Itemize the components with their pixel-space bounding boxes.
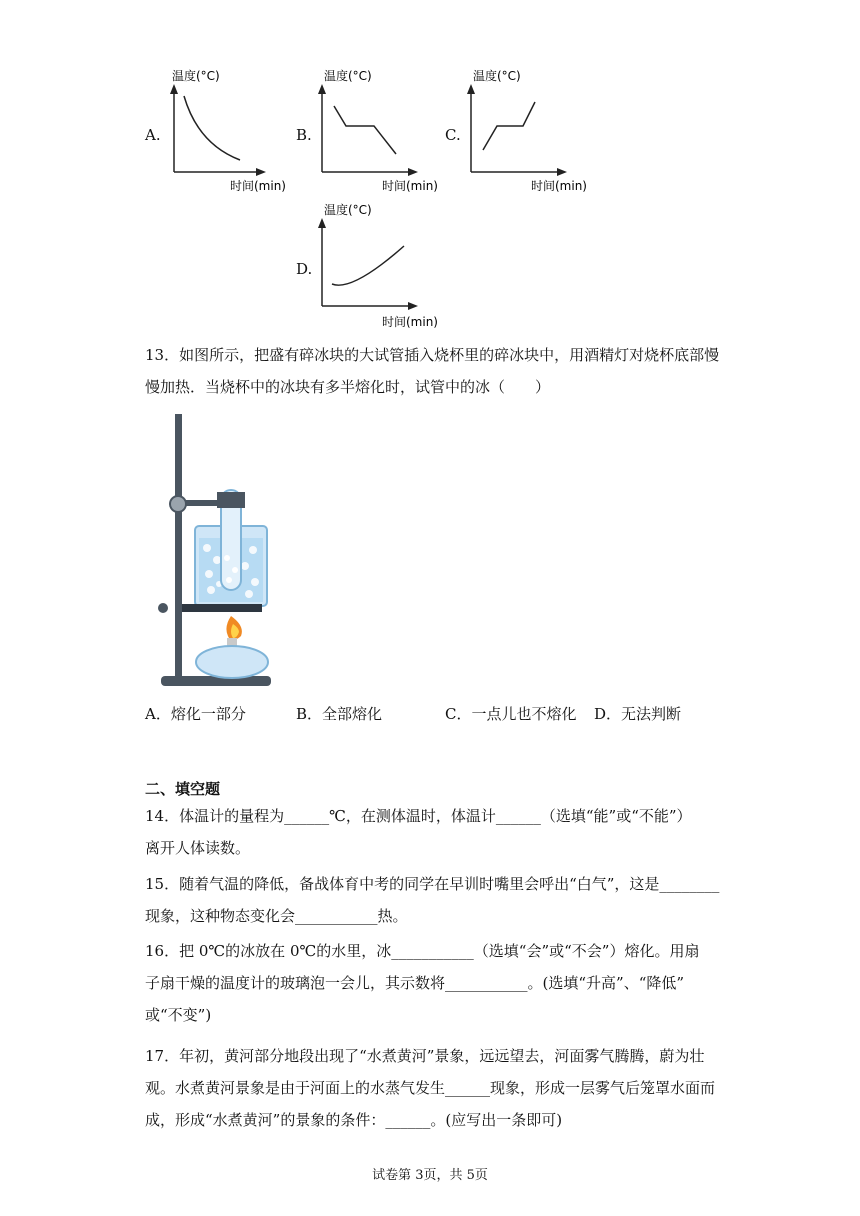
stand-rod (175, 414, 182, 684)
graph-b-curve (334, 106, 396, 154)
q13-choice-d: D．无法判断 (594, 705, 682, 723)
q13-choice-a: A．熔化一部分 (145, 705, 246, 723)
q15-line1: 15．随着气温的降低，备战体育中考的同学在早训时嘴里会呼出“白气”，这是________ (145, 875, 720, 893)
question-16 (145, 935, 725, 1031)
q16-line2: 子扇干燥的温度计的玻璃泡一会儿，其示数将___________。(选填“升高”、“降低” (145, 974, 685, 992)
graph-b-ylabel: 温度(°C) (324, 69, 372, 83)
graph-d-curve (332, 246, 404, 285)
graph-d (312, 198, 442, 336)
graph-d-ylabel: 温度(°C) (324, 203, 372, 217)
graph-d-xlabel: 时间(min) (382, 315, 438, 329)
graph-c-xlabel: 时间(min) (531, 179, 587, 193)
graph-a-curve (184, 96, 240, 160)
option-d-letter: D. (296, 260, 313, 278)
section-title: 二、填空题 (145, 780, 221, 798)
q13-choice-b: B．全部熔化 (296, 705, 383, 723)
q14-line2: 离开人体读数。 (145, 839, 251, 857)
question-14 (145, 800, 725, 864)
question-15 (145, 868, 725, 932)
option-b-letter: B. (296, 126, 312, 144)
wire-gauze (182, 604, 262, 612)
q13-choice-c: C．一点儿也不熔化 (445, 705, 577, 723)
graph-b (312, 64, 442, 198)
q16-line1: 16．把 0℃的冰放在 0℃的水里，冰___________（选填“会”或“不会”）熔化。用扇 (145, 942, 700, 960)
graph-a-ylabel: 温度(°C) (172, 69, 220, 83)
graph-a (160, 64, 290, 198)
q17-line1: 17．年初，黄河部分地段出现了“水煮黄河”景象，远远望去，河面雾气腾腾，蔚为壮 (145, 1047, 705, 1065)
question-13 (145, 339, 725, 403)
q13-line2: 慢加热．当烧杯中的冰块有多半熔化时，试管中的冰（ ） (145, 378, 551, 396)
page-footer: 试卷第 3页，共 5页 (372, 1168, 488, 1183)
q17-line2: 观。水煮黄河景象是由于河面上的水蒸气发生______现象，形成一层雾气后笼罩水面而 (145, 1079, 716, 1097)
question-17 (145, 1040, 725, 1136)
q17-line3: 成，形成“水煮黄河”的景象的条件：______。(应写出一条即可) (145, 1111, 563, 1129)
graph-b-xlabel: 时间(min) (382, 179, 438, 193)
graph-a-xlabel: 时间(min) (230, 179, 286, 193)
q15-line2: 现象，这种物态变化会___________热。 (145, 907, 408, 925)
q16-line3: 或“不变”) (145, 1006, 212, 1024)
stand-base (161, 676, 271, 686)
q14-line1: 14．体温计的量程为______℃，在测体温时，体温计______（选填“能”或“不能”） (145, 807, 692, 825)
graph-c (461, 64, 591, 198)
option-a-letter: A. (145, 126, 161, 144)
alcohol-lamp (196, 646, 268, 678)
apparatus-illustration (145, 408, 295, 697)
option-c-letter: C. (445, 126, 461, 144)
q13-line1: 13．如图所示，把盛有碎冰块的大试管插入烧杯里的碎冰块中，用酒精灯对烧杯底部慢 (145, 346, 720, 364)
graph-c-ylabel: 温度(°C) (473, 69, 521, 83)
graph-c-curve (483, 102, 535, 150)
